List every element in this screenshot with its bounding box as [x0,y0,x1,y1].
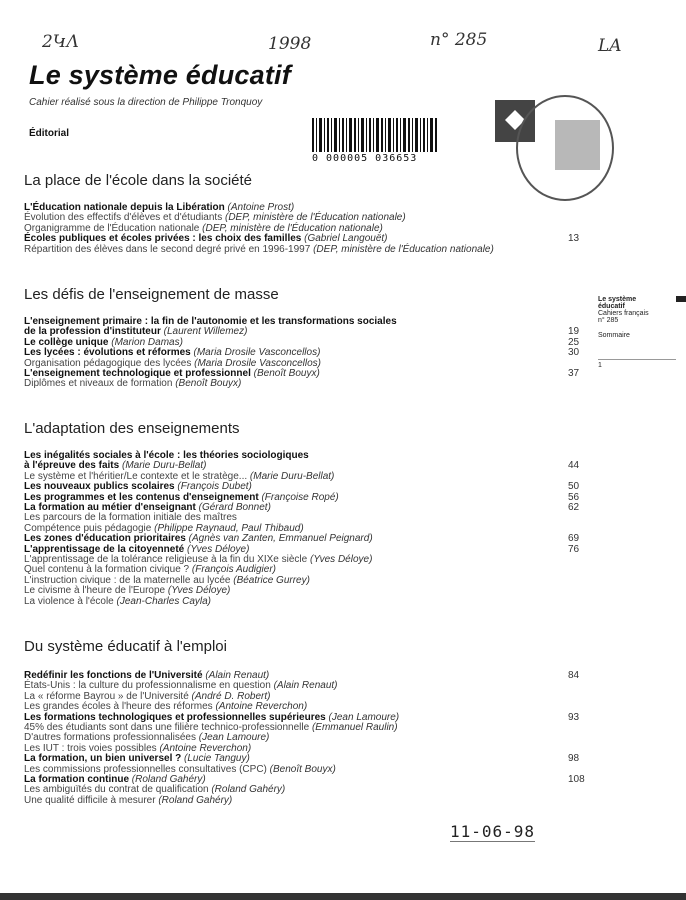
entry-title: L'enseignement technologique et professionnel [24,368,251,379]
entry-title: La formation, un bien universel ? [24,753,182,765]
entry-author: (Jean Lamoure) [198,732,270,744]
subentry-title: L'instruction civique : de la maternelle au lycée [24,574,231,586]
sidebar-card [598,296,676,369]
subentry-title: Une qualité difficile à mesurer [24,794,156,806]
entry-author: (François Audigier) [191,564,276,576]
entry-title: Les programmes et les contenus d'enseignement [24,491,259,503]
subentry-title: Compétence puis pédagogie [24,522,152,534]
toc-subentry [24,212,406,223]
entry-author: (Benoît Bouyx) [269,763,336,775]
entry-author: (Lucie Tanguy) [184,753,250,765]
toc-subentry [24,680,338,691]
entry-author: (Jean-Charles Cayla) [116,595,212,607]
subentry-title: Répartition des élèves dans le second degré privé en 1996-1997 [24,243,311,255]
page-number: 56 [568,491,580,503]
entry-author: (Roland Gahéry) [211,784,286,796]
section-title: Les défis de l'enseignement de masse [24,286,279,303]
toc-entry[interactable] [24,233,388,244]
toc-subentry [24,691,270,702]
entry-title: L'Éducation nationale depuis la Libération [24,202,225,213]
section-title: L'adaptation des enseignements [24,420,240,437]
subentry-title: Le système et l'héritier/Le contexte et le stratège... [24,470,248,482]
toc-entry[interactable] [24,347,320,358]
subentry-title: États-Unis : la culture du professionnalisme en question [24,680,271,692]
entry-author: (Yves Déloye) [309,554,373,565]
toc-subentry [24,244,494,255]
sidebar-line: 1 [598,359,676,369]
entry-title: de la profession d'instituteur [24,326,161,338]
sidebar-line: éducatif [598,303,625,310]
toc-subentry [24,784,285,795]
subtitle: Cahier réalisé sous la direction de Philippe Tronquoy [29,97,263,108]
entry-author: (André D. Robert) [191,690,271,702]
sidebar-line: Sommaire [598,332,630,339]
subentry-title: L'apprentissage de la tolérance religieuse à la fin du XIXe siècle [24,554,308,565]
barcode-number: 0 000005 036653 [312,153,418,164]
entry-author: (Agnès van Zanten, Emmanuel Peignard) [188,533,373,545]
page-number: 108 [568,774,585,785]
subentry-title: Organisation pédagogique des lycées [24,357,192,369]
entry-author: (Marie Duru-Bellat) [121,460,207,472]
page-number: 37 [568,368,580,379]
toc-entry[interactable] [24,753,250,764]
toc-subentry [24,732,269,743]
toc-subentry [24,523,304,534]
page-number: 69 [568,533,580,545]
date-stamp: 11-06-98 [450,822,536,841]
handwritten-initials: LA [598,36,622,56]
sidebar-marker [676,296,686,302]
subentry-title: Organigramme de l'Éducation nationale [24,222,200,234]
entry-title: Les formations technologiques et professionnelles supérieures [24,711,326,723]
entry-title: La formation au métier d'enseignant [24,502,196,513]
page-number: 19 [568,326,580,338]
entry-title: Les zones d'éducation prioritaires [24,533,186,545]
page-title: Le système éducatif [29,60,291,90]
entry-author: (Gabriel Langouët) [304,233,388,245]
subentry-title: Les commissions professionnelles consultatives (CPC) [24,763,267,775]
entry-title: Écoles publiques et écoles privées : les choix des familles [24,233,302,245]
entry-title: Le collège unique [24,336,109,348]
subentry-title: Quel contenu à la formation civique ? [24,564,190,576]
toc-subentry [24,596,211,607]
toc-entry[interactable] [24,544,249,555]
editorial-link[interactable]: Éditorial [29,128,70,139]
toc-subentry [24,378,241,389]
toc-entry[interactable] [24,712,399,723]
entry-author: (DEP, ministère de l'Éducation nationale) [202,222,383,234]
page-number: 84 [568,670,580,681]
entry-author: (Yves Déloye) [187,543,250,555]
subentry-title: Les grandes écoles à l'heure des réformes [24,701,213,713]
entry-title: L'enseignement primaire : la fin de l'autonomie et les transformations sociales [24,316,397,327]
entry-title: à l'épreuve des faits [24,460,120,472]
toc-subentry [24,701,307,712]
toc-entry[interactable] [24,326,247,337]
subentry-title: Diplômes et niveaux de formation [24,378,173,390]
entry-title: Les inégalités sociales à l'école : les théories sociologiques [24,450,309,461]
toc-entry[interactable] [24,460,206,471]
page-number: 13 [568,233,580,245]
entry-author: (Marion Damas) [111,336,183,348]
entry-author: (Françoise Ropé) [261,491,339,503]
entry-author: (Jean Lamoure) [328,711,400,723]
entry-author: (Roland Gahéry) [131,774,206,785]
scan-edge [0,893,686,900]
subentry-title: Les IUT : trois voies possibles [24,742,157,754]
toc-subentry [24,722,398,733]
entry-author: (Maria Drosile Vasconcellos) [194,357,322,369]
entry-title: L'apprentissage de la citoyenneté [24,543,185,555]
subentry-title: La violence à l'école [24,595,114,607]
subentry-title: Les parcours de la formation initiale des maîtres [24,512,237,524]
entry-author: (Benoît Bouyx) [175,378,242,390]
toc-subentry [24,512,237,523]
entry-author: (Philippe Raynaud, Paul Thibaud) [154,522,304,534]
library-stamp-icon [490,80,620,220]
page-number: 93 [568,711,580,723]
sidebar-line: Le système [598,296,637,303]
entry-author: (Alain Renaut) [205,670,270,681]
subentry-title: La « réforme Bayrou » de l'Université [24,690,189,702]
entry-author: (Marie Duru-Bellat) [249,470,335,482]
toc-subentry [24,795,232,806]
page-number: 25 [568,336,580,348]
toc-entry[interactable] [24,450,309,461]
entry-author: (Benoît Bouyx) [253,368,320,379]
entry-author: (Emmanuel Raulin) [311,722,398,733]
toc-entry[interactable] [24,774,206,785]
entry-author: (Maria Drosile Vasconcellos) [193,347,321,359]
toc-entry[interactable] [24,533,373,544]
page-number: 76 [568,543,580,555]
entry-author: (Yves Déloye) [167,585,231,597]
sidebar-line: Cahiers français [598,310,649,317]
section-title: La place de l'école dans la société [24,172,253,189]
toc-subentry [24,471,334,482]
subentry-title: Évolution des effectifs d'élèves et d'étudiants [24,212,223,224]
subentry-title: Le civisme à l'heure de l'Europe [24,585,166,597]
toc-entry[interactable] [24,337,183,348]
entry-author: (Laurent Willemez) [163,326,248,338]
toc-subentry [24,564,276,575]
entry-title: Les lycées : évolutions et réformes [24,347,191,359]
entry-author: (Roland Gahéry) [158,794,233,806]
toc-entry[interactable] [24,368,320,379]
toc-subentry [24,585,230,596]
entry-author: (Antoine Prost) [227,202,295,213]
subentry-title: D'autres formations professionnalisées [24,732,196,744]
page-number: 50 [568,481,580,493]
subentry-title: 45% des étudiants sont dans une filière technico-professionnelle [24,722,310,733]
entry-author: (Antoine Reverchon) [215,701,308,713]
toc-subentry [24,764,336,775]
entry-title: Redéfinir les fonctions de l'Université [24,670,203,681]
entry-author: (DEP, ministère de l'Éducation nationale) [313,243,494,255]
toc-subentry [24,575,310,586]
entry-author: (Béatrice Gurrey) [233,574,310,586]
toc-subentry [24,743,251,754]
toc-entry[interactable] [24,502,271,513]
page-number: 98 [568,753,580,765]
page-number: 30 [568,347,580,359]
entry-author: (François Dubet) [177,481,252,493]
entry-title: La formation continue [24,774,129,785]
toc-subentry [24,554,372,565]
handwritten-year: 1998 [268,34,312,54]
section-title: Du système éducatif à l'emploi [24,638,227,655]
subentry-title: Les ambiguïtés du contrat de qualification [24,784,209,796]
page-number: 44 [568,460,580,472]
toc-entry[interactable] [24,316,397,327]
toc-entry[interactable] [24,492,339,503]
page-number: 62 [568,502,580,513]
entry-author: (DEP, ministère de l'Éducation nationale) [224,212,406,224]
sidebar-line: n° 285 [598,317,619,324]
handwritten-issue: n° 285 [430,30,488,50]
entry-author: (Antoine Reverchon) [159,742,252,754]
toc-subentry [24,358,321,369]
entry-author: (Alain Renaut) [273,680,338,692]
entry-author: (Gérard Bonnet) [198,502,271,513]
toc-entry[interactable] [24,481,252,492]
entry-title: Les nouveaux publics scolaires [24,481,175,493]
handwritten-note: 2ԿΛ [42,32,79,52]
